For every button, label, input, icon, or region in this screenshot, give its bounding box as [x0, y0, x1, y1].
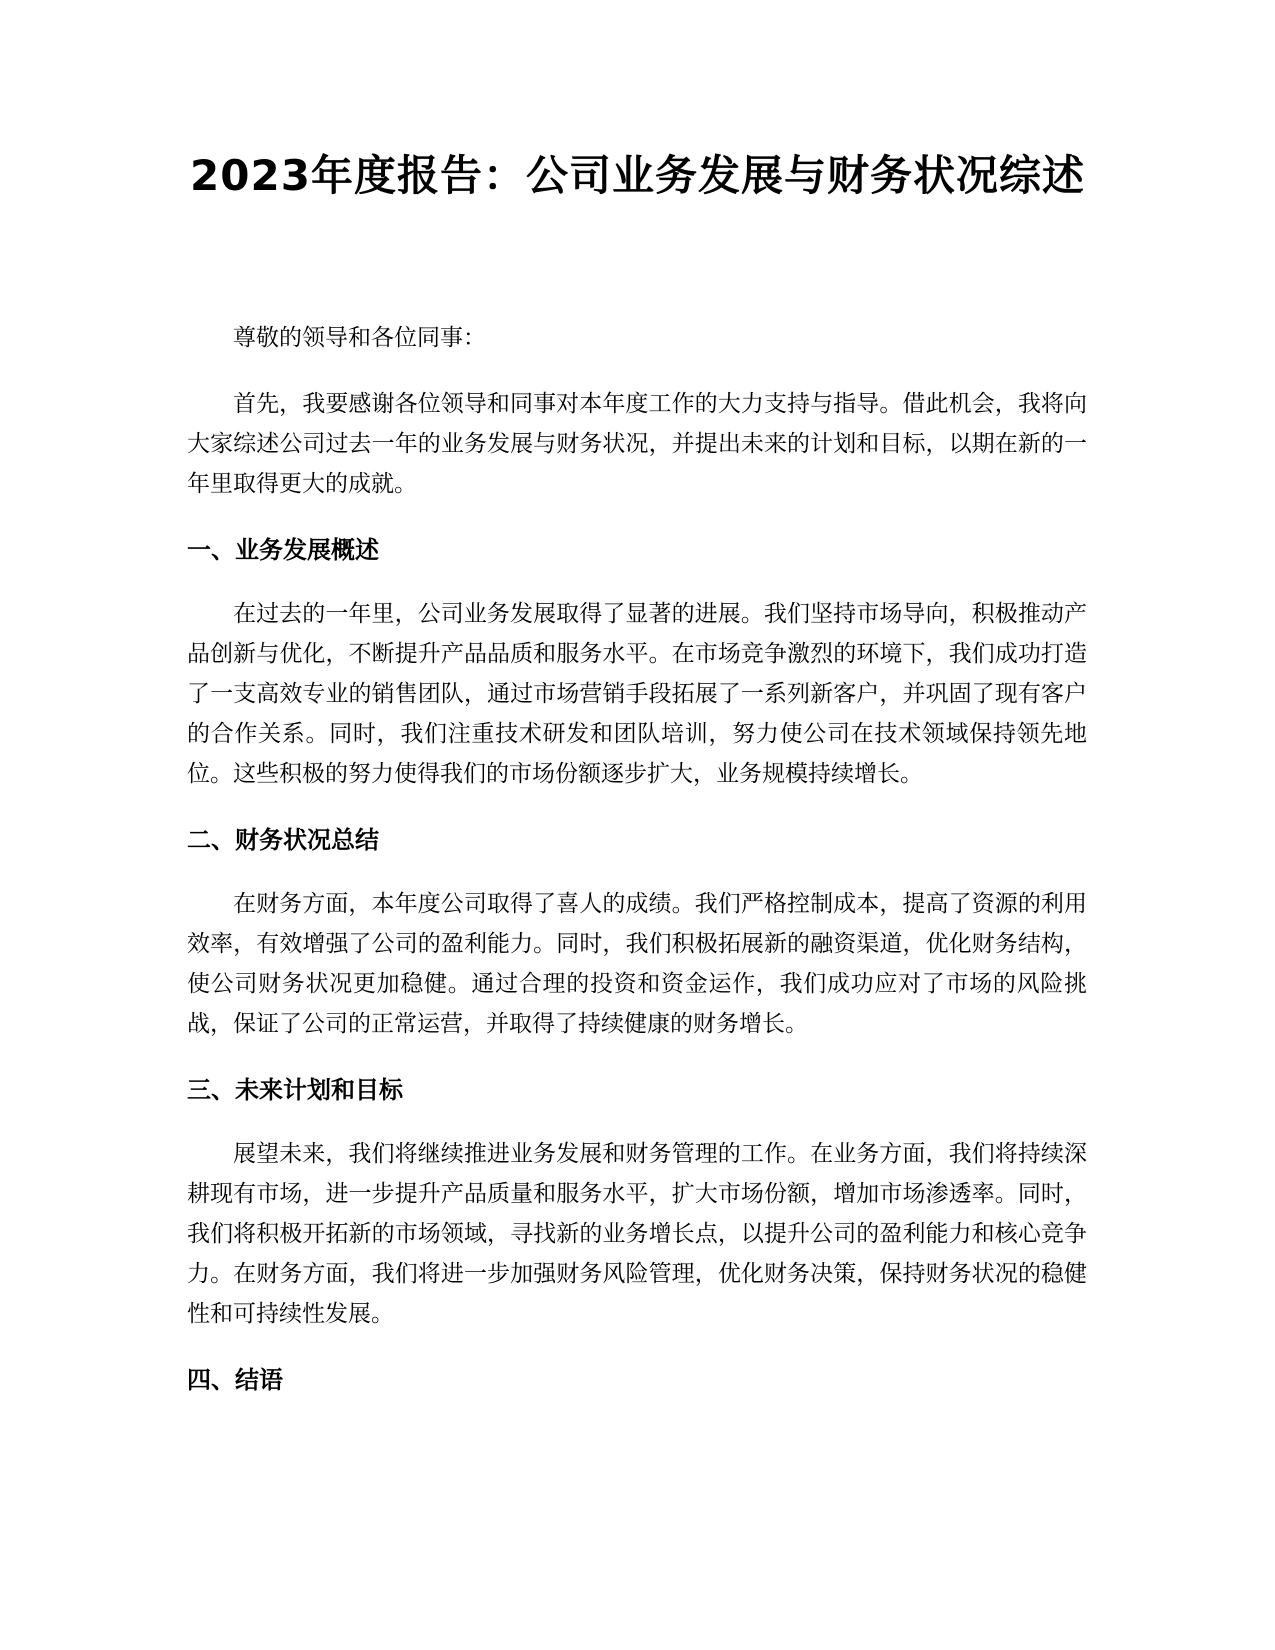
- section-heading: 四、结语: [187, 1366, 283, 1394]
- document-body: [187, 318, 1087, 1424]
- section-heading: 三、未来计划和目标: [187, 1076, 403, 1104]
- section-future-plans: [187, 1070, 1087, 1334]
- section-paragraph: 在财务方面，本年度公司取得了喜人的成绩。我们严格控制成本，提高了资源的利用效率，有效增强了公司的盈利能力。同时，我们积极拓展新的融资渠道，优化财务结构，使公司财务状况更加稳健。通过合理的投资和资金运作，我们成功应对了市场的风险挑战，保证了公司的正常运营，并取得了持续健康的财务增长。: [187, 891, 1087, 1037]
- salutation: 尊敬的领导和各位同事：: [233, 325, 486, 351]
- section-finance: [187, 820, 1087, 1044]
- section-business: [187, 530, 1087, 794]
- section-heading: 二、财务状况总结: [187, 826, 379, 854]
- section-paragraph: 展望未来，我们将继续推进业务发展和财务管理的工作。在业务方面，我们将持续深耕现有市场，进一步提升产品质量和服务水平，扩大市场份额，增加市场渗透率。同时，我们将积极开拓新的市场领域，寻找新的业务增长点，以提升公司的盈利能力和核心竞争力。在财务方面，我们将进一步加强财务风险管理，优化财务决策，保持财务状况的稳健性和可持续性发展。: [187, 1141, 1087, 1327]
- intro-paragraph: 首先，我要感谢各位领导和同事对本年度工作的大力支持与指导。借此机会，我将向大家综述公司过去一年的业务发展与财务状况，并提出未来的计划和目标，以期在新的一年里取得更大的成就。: [187, 391, 1087, 497]
- section-conclusion: [187, 1360, 1087, 1400]
- section-heading: 一、业务发展概述: [187, 536, 379, 564]
- section-paragraph: 在过去的一年里，公司业务发展取得了显著的进展。我们坚持市场导向，积极推动产品创新与优化，不断提升产品品质和服务水平。在市场竞争激烈的环境下，我们成功打造了一支高效专业的销售团队，通过市场营销手段拓展了一系列新客户，并巩固了现有客户的合作关系。同时，我们注重技术研发和团队培训，努力使公司在技术领域保持领先地位。这些积极的努力使得我们的市场份额逐步扩大，业务规模持续增长。: [187, 601, 1087, 787]
- document-title: 2023年度报告：公司业务发展与财务状况综述: [190, 151, 1085, 200]
